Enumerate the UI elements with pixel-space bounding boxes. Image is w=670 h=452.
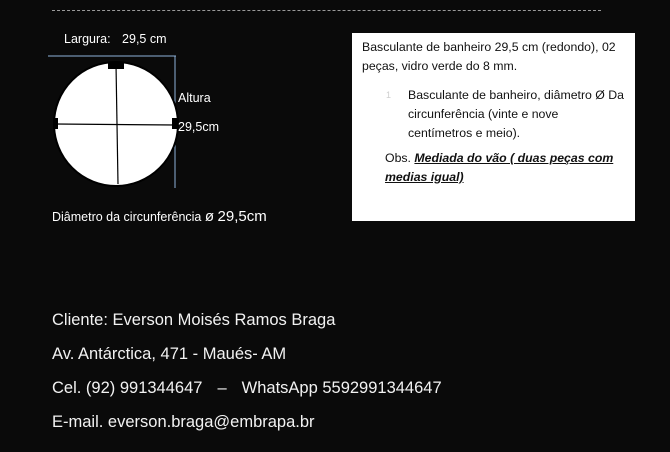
width-value: 29,5 cm xyxy=(122,32,167,46)
diameter-text: Diâmetro da circunferência xyxy=(52,210,202,224)
left-hinge xyxy=(53,118,58,129)
obs-prefix: Obs. xyxy=(385,151,411,165)
obs-text: Mediada do vão ( duas peças com medias igual) xyxy=(385,151,614,184)
top-hinge xyxy=(108,62,124,69)
client-address: Av. Antárctica, 471 - Maués- AM xyxy=(52,345,287,363)
height-label: Altura xyxy=(178,91,211,105)
client-phone: Cel. (92) 991344647 xyxy=(52,379,203,397)
client-email: E-mail. everson.braga@embrapa.br xyxy=(52,413,315,431)
client-contact xyxy=(52,379,442,398)
note-observation xyxy=(385,149,625,187)
client-whatsapp: WhatsApp 5592991344647 xyxy=(241,379,442,397)
dashed-separator xyxy=(52,10,601,11)
diameter-value: 29,5cm xyxy=(217,208,267,225)
specification-note xyxy=(352,33,635,221)
note-item-text: Basculante de banheiro, diâmetro Ø Da circunferência (vinte e nove centímetros e meio). xyxy=(408,88,625,140)
width-label: Largura: xyxy=(64,32,111,46)
width-dimension xyxy=(64,32,167,46)
note-list-item xyxy=(386,86,625,143)
height-value: 29,5cm xyxy=(178,120,219,134)
list-bullet-icon: 1 xyxy=(386,90,392,100)
note-description: Basculante de banheiro 29,5 cm (redondo), 02 peças, vidro verde do 8 mm. xyxy=(362,40,616,73)
diameter-caption xyxy=(52,208,267,225)
right-hinge xyxy=(172,118,177,129)
circle-drawing xyxy=(48,52,183,192)
contact-separator: – xyxy=(217,379,227,397)
diameter-symbol: ø xyxy=(204,208,215,225)
client-name: Cliente: Everson Moisés Ramos Braga xyxy=(52,311,336,329)
